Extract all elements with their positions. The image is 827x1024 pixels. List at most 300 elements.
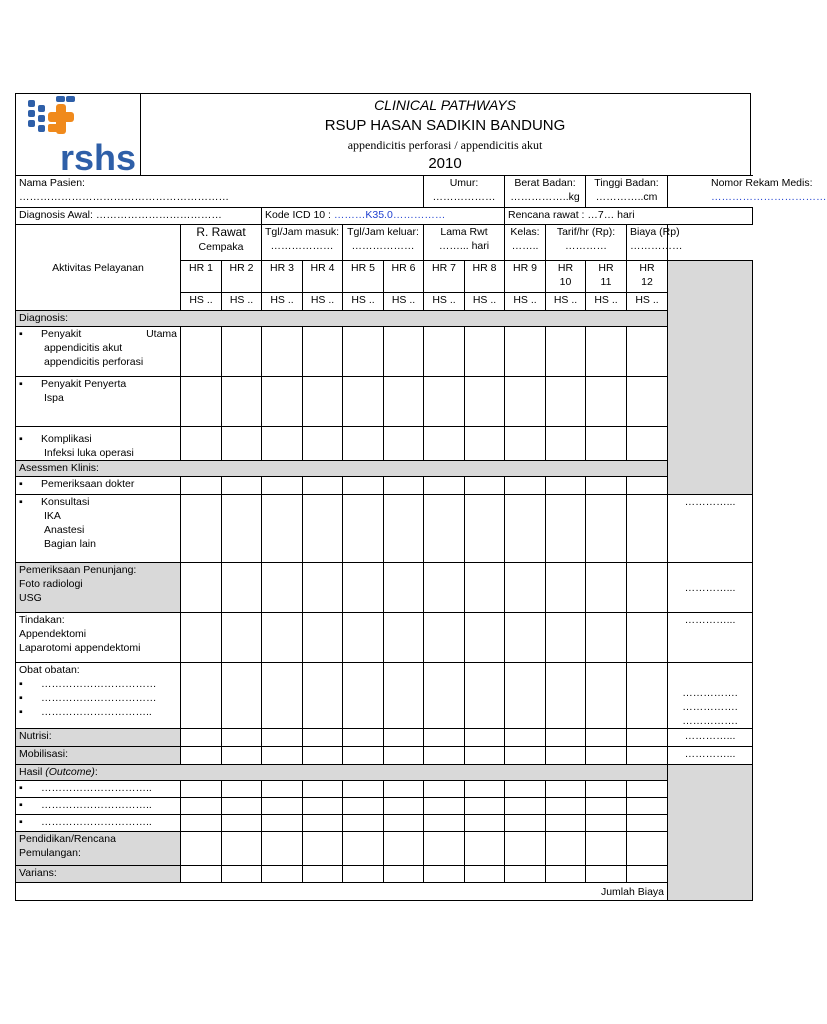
tindakan-cell [16,613,181,663]
day-cell[interactable] [465,866,505,883]
day-cell[interactable] [303,798,343,815]
biaya-obat-2: ……………. [682,701,738,713]
day-cell[interactable] [343,663,384,729]
day-cell[interactable] [465,729,505,747]
tindakan-row [16,613,753,663]
day-cell[interactable] [546,563,586,613]
hasil-cell [16,781,181,798]
kode-icd-value: ………K35.0…………… [333,209,446,221]
biaya-cell[interactable]: …………... [668,613,753,663]
day-cell[interactable] [384,477,424,495]
day-cell[interactable] [505,798,546,815]
day-header: HR 5 [343,261,384,293]
day-cell[interactable] [505,427,546,461]
day-cell[interactable] [303,327,343,377]
pemeriksaan-dokter-row [16,477,753,495]
konsultasi-cell [16,495,181,563]
day-cell[interactable] [181,781,222,798]
day-cell[interactable] [465,477,505,495]
day-cell[interactable] [546,815,586,832]
day-cell[interactable] [465,798,505,815]
varians-cell: Varians: [16,866,181,883]
day-cell[interactable] [181,613,222,663]
day-cell[interactable] [505,729,546,747]
umur-label: Umur: [449,177,479,189]
ruang-rawat-label: R. Rawat [196,225,246,239]
penyakit-utama-row [16,327,753,377]
rekam-medis-value: …………………………… [711,191,827,203]
tgl-masuk-header [262,225,343,261]
day-cell[interactable] [343,866,384,883]
obat-cell [16,663,181,729]
day-header: HR 4 [303,261,343,293]
day-cell[interactable] [546,377,586,427]
day-cell[interactable] [262,781,303,798]
kelas-header [505,225,546,261]
penunjang-label: Pemeriksaan Penunjang: [19,564,137,576]
tindakan-label: Tindakan: [19,614,65,626]
tgl-keluar-header [343,225,424,261]
day-cell[interactable] [303,563,343,613]
day-cell[interactable] [424,747,465,765]
day-cell[interactable] [222,477,262,495]
day-cell[interactable] [424,477,465,495]
day-cell[interactable] [262,377,303,427]
day-cell[interactable] [505,613,546,663]
day-cell[interactable] [546,832,586,866]
day-cell[interactable] [222,815,262,832]
day-cell[interactable] [627,815,668,832]
day-cell[interactable] [384,747,424,765]
day-cell[interactable] [627,495,668,563]
day-cell[interactable] [181,866,222,883]
day-cell[interactable] [181,747,222,765]
day-cell[interactable] [424,663,465,729]
day-cell[interactable] [424,832,465,866]
day-cell[interactable] [586,815,627,832]
konsultasi-label: Konsultasi [41,496,90,508]
day-cell[interactable] [465,781,505,798]
hs-cell[interactable]: HS .. [546,293,586,311]
tindakan-item: Appendektomi [19,628,87,640]
day-cell[interactable] [627,477,668,495]
pendidikan-label: Pendidikan/Rencana [19,833,116,845]
diagnosis-awal-row [16,208,753,225]
section-asesmen-row [16,461,753,477]
day-cell[interactable] [343,747,384,765]
day-cell[interactable] [303,747,343,765]
hasil-row [16,815,753,832]
day-cell[interactable] [505,781,546,798]
biaya-cell[interactable]: …………... [668,747,753,765]
day-cell[interactable] [505,495,546,563]
day-cell[interactable] [424,377,465,427]
day-cell[interactable] [627,563,668,613]
day-cell[interactable] [384,495,424,563]
day-cell[interactable] [303,781,343,798]
day-cell[interactable] [222,663,262,729]
hs-cell[interactable]: HS .. [465,293,505,311]
day-cell[interactable] [181,729,222,747]
day-cell[interactable] [546,495,586,563]
day-cell[interactable] [424,427,465,461]
bullet-icon: ▪ [19,328,23,340]
day-cell[interactable] [424,866,465,883]
bullet-icon: ▪ [19,706,23,718]
day-header: HR 8 [465,261,505,293]
day-cell[interactable] [627,747,668,765]
day-cell[interactable] [262,327,303,377]
day-cell[interactable] [262,866,303,883]
day-cell[interactable] [627,781,668,798]
patient-info-row [16,176,753,208]
day-cell[interactable] [262,798,303,815]
day-cell[interactable] [303,815,343,832]
berat-badan-label: Berat Badan: [514,177,576,189]
day-cell[interactable] [262,495,303,563]
day-cell[interactable] [586,663,627,729]
hasil-label: Hasil [19,766,46,778]
day-cell[interactable] [181,495,222,563]
day-cell[interactable] [262,563,303,613]
biaya-cell[interactable]: …………... [668,563,753,613]
day-cell[interactable] [222,495,262,563]
penyakit-penyerta-label: Penyakit Penyerta [41,378,127,390]
hs-cell[interactable]: HS .. [262,293,303,311]
day-header: HR 6 [384,261,424,293]
umur-cell[interactable] [424,176,505,208]
day-cell[interactable] [465,563,505,613]
day-cell[interactable] [303,832,343,866]
berat-badan-cell[interactable] [505,176,586,208]
day-cell[interactable] [262,663,303,729]
day-cell[interactable] [586,327,627,377]
day-cell[interactable] [586,613,627,663]
day-cell[interactable] [222,866,262,883]
day-cell[interactable] [384,781,424,798]
rekam-medis-cell[interactable] [668,176,827,208]
hasil-row [16,798,753,815]
day-cell[interactable] [222,729,262,747]
day-cell[interactable] [262,747,303,765]
day-cell[interactable] [222,327,262,377]
day-cell[interactable] [343,495,384,563]
day-cell[interactable] [343,832,384,866]
day-cell[interactable] [586,427,627,461]
hs-cell[interactable]: HS .. [343,293,384,311]
hs-cell[interactable]: HS .. [384,293,424,311]
biaya-value: …………… [630,240,683,252]
tarif-header [546,225,627,261]
day-cell[interactable] [303,427,343,461]
column-header-row [16,225,753,261]
penunjang-cell [16,563,181,613]
day-cell[interactable] [424,495,465,563]
day-cell[interactable] [627,832,668,866]
day-cell[interactable] [465,613,505,663]
tarif-label: Tarif/hr (Rp): [556,226,616,238]
hasil-cell [16,798,181,815]
total-row [16,883,753,901]
day-cell[interactable] [586,747,627,765]
day-cell[interactable] [586,866,627,883]
bullet-icon: ▪ [19,378,23,390]
day-cell[interactable] [262,832,303,866]
day-cell[interactable] [384,729,424,747]
kelas-value: …….. [511,240,539,252]
day-cell[interactable] [465,663,505,729]
lama-rawat-label: Lama Rwt [440,226,488,238]
day-cell[interactable] [586,781,627,798]
day-cell[interactable] [505,327,546,377]
title-block [140,94,750,175]
komplikasi-cell [16,427,181,461]
day-cell[interactable] [546,781,586,798]
day-cell[interactable] [627,377,668,427]
day-cell[interactable] [424,729,465,747]
day-cell[interactable] [586,477,627,495]
day-cell[interactable] [465,427,505,461]
day-cell[interactable] [222,563,262,613]
konsultasi-row [16,495,753,563]
day-cell[interactable] [222,613,262,663]
biaya-column-gray-bottom [668,765,753,901]
hs-cell[interactable]: HS .. [505,293,546,311]
bullet-icon: ▪ [19,678,23,690]
pemeriksaan-dokter-cell [16,477,181,495]
hasil-item: ………………………….. [41,816,152,828]
day-cell[interactable] [262,477,303,495]
day-cell[interactable] [181,563,222,613]
day-cell[interactable] [627,798,668,815]
konsultasi-item: Anastesi [44,524,85,536]
day-cell[interactable] [424,613,465,663]
biaya-cell[interactable]: …………... [668,729,753,747]
penunjang-item: USG [19,592,42,604]
day-cell[interactable] [384,327,424,377]
penyakit-penyerta-item: Ispa [44,392,64,404]
bullet-icon: ▪ [19,478,23,490]
day-cell[interactable] [222,377,262,427]
day-cell[interactable] [222,747,262,765]
day-cell[interactable] [384,427,424,461]
day-cell[interactable] [181,427,222,461]
day-cell[interactable] [505,815,546,832]
day-cell[interactable] [505,477,546,495]
tinggi-badan-label: Tinggi Badan: [594,177,659,189]
day-cell[interactable] [546,427,586,461]
day-cell[interactable] [303,613,343,663]
day-cell[interactable] [465,747,505,765]
nama-pasien-cell[interactable] [16,176,424,208]
hs-cell[interactable]: HS .. [424,293,465,311]
day-cell[interactable] [262,729,303,747]
day-cell[interactable] [262,427,303,461]
jumlah-biaya-label: Jumlah Biaya [16,883,668,901]
day-cell[interactable] [627,327,668,377]
day-cell[interactable] [465,832,505,866]
day-cell[interactable] [303,663,343,729]
day-cell[interactable] [222,798,262,815]
section-asesmen: Asessmen Klinis: [16,461,668,477]
day-cell[interactable] [384,663,424,729]
kode-icd-cell[interactable] [262,208,505,225]
day-cell[interactable] [262,815,303,832]
day-cell[interactable] [343,477,384,495]
biaya-label: Biaya (Rp) [630,226,680,238]
day-cell[interactable] [424,563,465,613]
day-cell[interactable] [384,377,424,427]
hs-cell[interactable]: HS .. [222,293,262,311]
day-cell[interactable] [586,563,627,613]
day-cell[interactable] [181,798,222,815]
day-cell[interactable] [424,798,465,815]
day-cell[interactable] [505,832,546,866]
day-cell[interactable] [384,798,424,815]
pendidikan-row [16,832,753,866]
penyakit-penyerta-cell [16,377,181,427]
day-cell[interactable] [465,815,505,832]
tindakan-item: Laparotomi appendektomi [19,642,141,654]
day-cell[interactable] [384,815,424,832]
biaya-cell[interactable]: …………... [668,495,753,563]
komplikasi-row [16,427,753,461]
section-diagnosis: Diagnosis: [16,311,668,327]
day-cell[interactable] [546,866,586,883]
day-cell[interactable] [546,747,586,765]
hs-cell[interactable]: HS .. [181,293,222,311]
day-cell[interactable] [424,815,465,832]
document-subtitle: appendicitis perforasi / appendicitis akut [347,138,543,152]
day-cell[interactable] [546,663,586,729]
day-cell[interactable] [181,327,222,377]
day-cell[interactable] [424,327,465,377]
day-cell[interactable] [303,729,343,747]
komplikasi-label: Komplikasi [41,433,92,445]
day-cell[interactable] [424,781,465,798]
rekam-medis-label: Nomor Rekam Medis: [711,177,813,189]
day-cell[interactable] [343,327,384,377]
hasil-row [16,781,753,798]
day-cell[interactable] [586,798,627,815]
day-cell[interactable] [222,427,262,461]
day-cell[interactable] [546,613,586,663]
tinggi-badan-value: …………..cm [595,191,658,203]
day-cell[interactable] [505,747,546,765]
day-cell[interactable] [384,613,424,663]
section-hasil [16,765,668,781]
day-cell[interactable] [343,729,384,747]
day-cell[interactable] [303,377,343,427]
day-cell[interactable] [627,663,668,729]
tgl-masuk-value: ……………… [270,240,334,252]
day-cell[interactable] [303,495,343,563]
day-cell[interactable] [505,377,546,427]
day-cell[interactable] [343,427,384,461]
penyakit-utama-label-b: Utama [146,328,177,340]
diagnosis-awal-cell[interactable]: Diagnosis Awal: ……………………………… [16,208,262,225]
day-cell[interactable] [627,866,668,883]
day-cell[interactable] [465,377,505,427]
day-cell[interactable] [505,663,546,729]
biaya-cell[interactable] [668,663,753,729]
kode-icd-label: Kode ICD 10 : [265,209,334,221]
day-cell[interactable] [384,832,424,866]
day-cell[interactable] [343,613,384,663]
day-cell[interactable] [627,613,668,663]
day-cell[interactable] [303,477,343,495]
bullet-icon: ▪ [19,496,23,508]
day-cell[interactable] [627,427,668,461]
penyakit-penyerta-row [16,377,753,427]
day-cell[interactable] [181,663,222,729]
day-cell[interactable] [546,477,586,495]
day-cell[interactable] [343,798,384,815]
day-cell[interactable] [181,477,222,495]
hs-cell[interactable]: HS .. [303,293,343,311]
day-cell[interactable] [222,832,262,866]
day-cell[interactable] [465,327,505,377]
day-cell[interactable] [586,377,627,427]
day-cell[interactable] [181,832,222,866]
day-cell[interactable] [384,563,424,613]
day-cell[interactable] [586,729,627,747]
penyakit-utama-item: appendicitis akut [44,342,123,354]
hs-cell[interactable]: HS .. [586,293,627,311]
day-header: HR 2 [222,261,262,293]
hasil-outcome-label: (Outcome) [45,766,95,778]
day-cell[interactable] [181,815,222,832]
penyakit-utama-item: appendicitis perforasi [44,356,144,368]
hospital-name: RSUP HASAN SADIKIN BANDUNG [324,117,566,134]
day-cell[interactable] [546,729,586,747]
day-cell[interactable] [505,563,546,613]
day-cell[interactable] [181,377,222,427]
day-cell[interactable] [586,495,627,563]
day-cell[interactable] [343,781,384,798]
hs-cell[interactable]: HS .. [627,293,668,311]
day-cell[interactable] [465,495,505,563]
day-cell[interactable] [505,866,546,883]
day-cell[interactable] [343,377,384,427]
day-cell[interactable] [627,729,668,747]
bullet-icon: ▪ [19,782,23,794]
rshs-logo-icon [16,94,140,178]
ruang-rawat-value: Cempaka [198,241,244,253]
day-header: HR 10 [546,261,586,293]
day-cell[interactable] [303,866,343,883]
day-cell[interactable] [546,327,586,377]
day-header: HR 12 [627,261,668,293]
day-cell[interactable] [222,781,262,798]
day-header: HR 11 [586,261,627,293]
tarif-value: ………… [565,240,607,252]
nutrisi-cell: Nutrisi: [16,729,181,747]
section-hasil-row [16,765,753,781]
tinggi-badan-cell[interactable] [586,176,668,208]
day-cell[interactable] [343,815,384,832]
day-cell[interactable] [384,866,424,883]
day-cell[interactable] [262,613,303,663]
tgl-keluar-label: Tgl/Jam keluar: [347,226,419,238]
day-cell[interactable] [343,563,384,613]
lama-rawat-header [424,225,505,261]
obat-label: Obat obatan: [19,664,80,676]
obat-row [16,663,753,729]
day-cell[interactable] [586,832,627,866]
rencana-rawat-cell[interactable]: Rencana rawat : …7… hari [505,208,753,225]
day-cell[interactable] [546,798,586,815]
